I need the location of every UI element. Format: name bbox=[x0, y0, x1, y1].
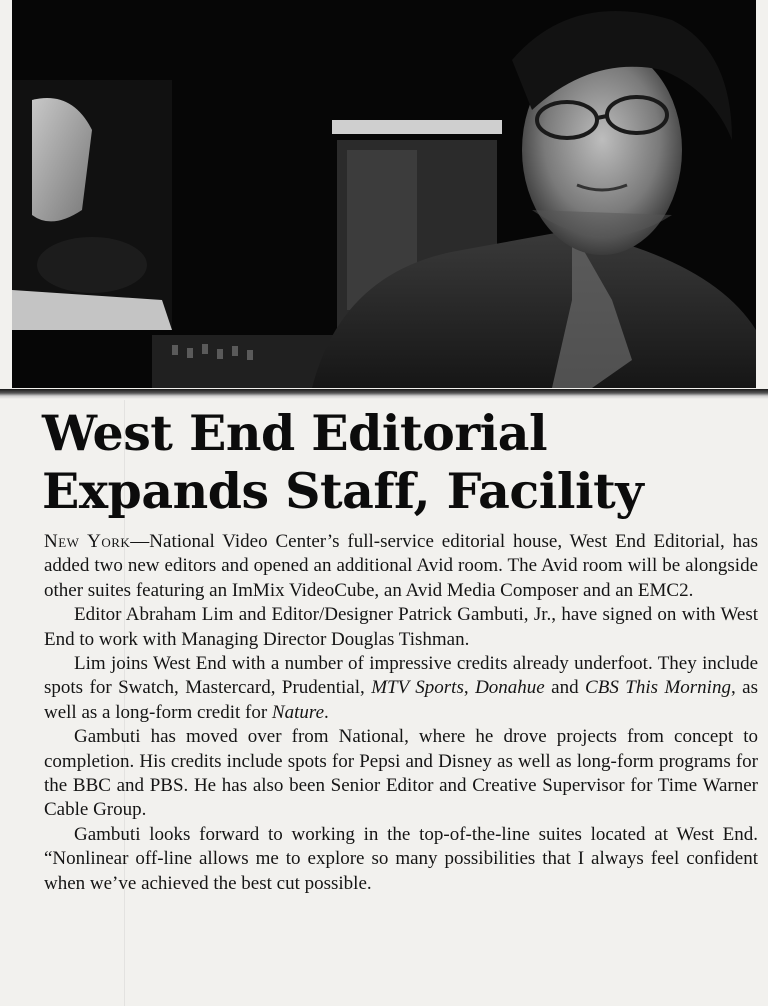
paragraph-3 bbox=[44, 652, 758, 725]
credit-donahue: Donahue bbox=[475, 677, 545, 699]
paragraph-4: Gambuti has moved over from National, where he drove projects from concept to completion. His credits include spots for Pepsi and Disney as well as long-form programs for the BBC and PBS. He has also been Senior Editor and Creative Supervisor for Time Warner Cable Group. bbox=[44, 726, 758, 821]
photo-divider bbox=[0, 389, 768, 399]
p3-text-c: and bbox=[544, 677, 586, 699]
photo-illustration bbox=[12, 0, 756, 388]
paragraph-1-text: —National Video Center’s full-service editorial house, West End Editorial, has added two new editors and opened an additional Avid room. The Avid room will be alongside other suites featuring an ImMix VideoCube, an Avid Media Composer and an EMC2. bbox=[44, 531, 758, 601]
headline-line-1: West End Editorial bbox=[42, 404, 548, 462]
paragraph-2: Editor Abraham Lim and Editor/Designer Patrick Gambuti, Jr., have signed on with West End to work with Managing Director Douglas Tishman. bbox=[44, 604, 758, 650]
p3-text-e: . bbox=[324, 701, 329, 723]
headline bbox=[42, 404, 762, 520]
article-photo bbox=[12, 0, 756, 388]
credit-nature: Nature bbox=[271, 701, 324, 723]
dateline: New York bbox=[44, 531, 131, 552]
credit-mtv-sports: MTV Sports bbox=[371, 677, 464, 699]
p3-text-b: , bbox=[463, 677, 476, 699]
headline-line-2: Expands Staff, Facility bbox=[42, 462, 644, 520]
credit-cbs-this-morning: CBS This Morning bbox=[585, 677, 731, 699]
p3-text-a: Lim joins West End with a number of impressive credits already underfoot. They include spots for Swatch, Mastercard, Prudential, bbox=[44, 653, 758, 699]
p3-text-d: , as well as a long-form credit for bbox=[44, 677, 758, 723]
paragraph-5: Gambuti looks forward to working in the top-of-the-line suites located at West End. “Nonlinear off-line allows me to explore so many possibilities that I always feel confident when we’ve achieved the best cut possible. bbox=[44, 823, 758, 894]
paragraph-1 bbox=[44, 530, 758, 603]
article-body bbox=[44, 530, 758, 896]
